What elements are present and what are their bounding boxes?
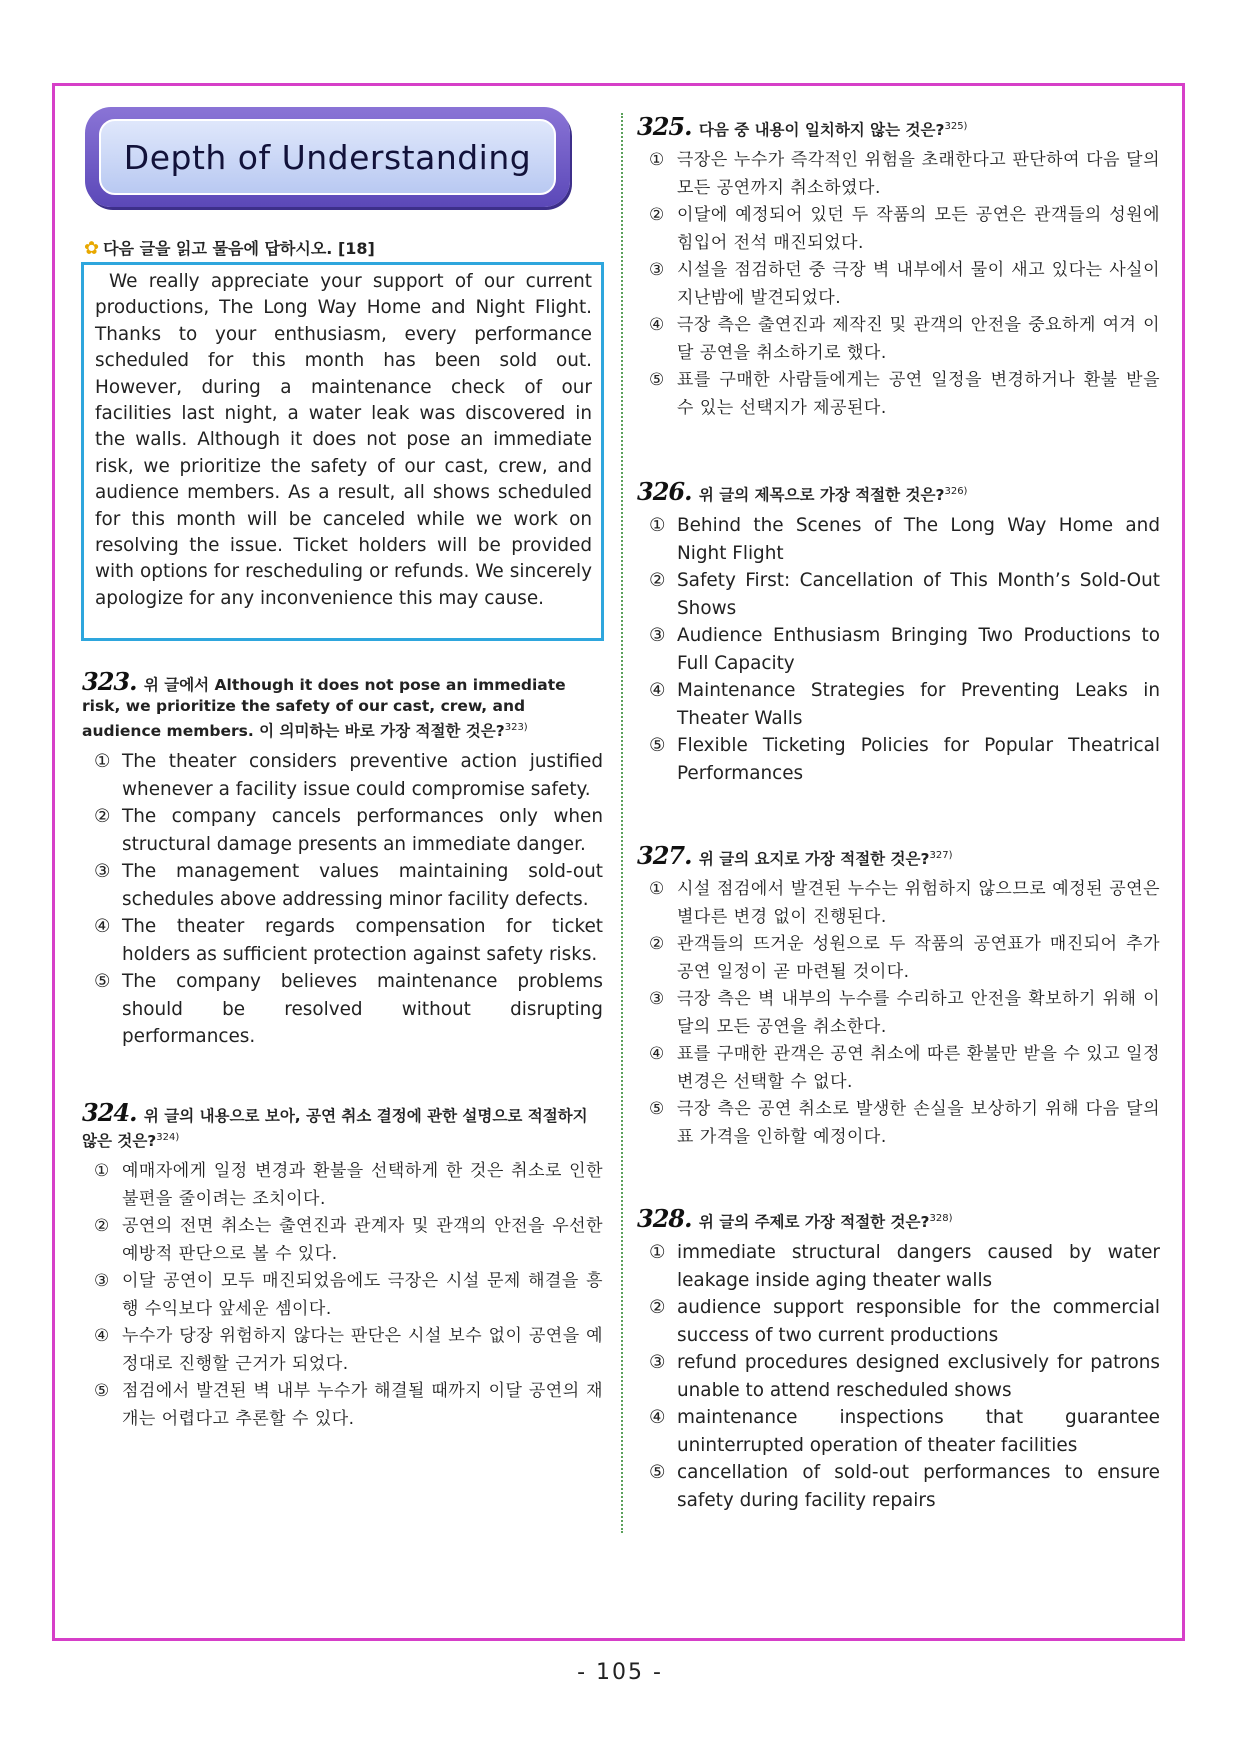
option-marker: ③ [649,625,666,647]
option[interactable] [637,677,1160,732]
option-text: 극장 측은 공연 취소로 발생한 손실을 보상하기 위해 다음 달의 표 가격을 인하할 예정이다. [677,1099,1160,1147]
option[interactable] [637,986,1160,1041]
question-prompt: 위 글의 제목으로 가장 적절한 것은? [698,486,945,505]
question-header [637,112,1160,142]
option-marker: ⑤ [649,1462,666,1484]
option-marker: ③ [649,1352,666,1374]
footnote-ref: 327) [929,850,953,861]
option-text: 예매자에게 일정 변경과 환불을 선택하게 한 것은 취소로 인한 불편을 줄이려는 조치이다. [122,1161,603,1209]
option-text: Safety First: Cancellation of This Month’s Sold-Out Shows [677,570,1160,619]
instruction-text: 다음 글을 읽고 물음에 답하시오. [18] [103,239,375,258]
option-text: 시설 점검에서 발견된 누수는 위험하지 않으므로 예정된 공연은 별다른 변경 없이 진행된다. [677,879,1160,927]
option-text: The company believes maintenance problems should be resolved without disrupting performances. [122,971,603,1048]
option-marker: ③ [94,1271,110,1292]
option[interactable] [637,1459,1160,1514]
option-marker: ② [649,934,665,955]
option[interactable] [82,1213,603,1268]
option-text: 점검에서 발견된 벽 내부 누수가 해결될 때까지 이달 공연의 재개는 어렵다고 추론할 수 있다. [122,1381,603,1429]
option-marker: ⑤ [94,1381,110,1402]
option-text: Flexible Ticketing Policies for Popular Theatrical Performances [677,735,1160,784]
option-text: 시설을 점검하던 중 극장 벽 내부에서 물이 새고 있다는 사실이 지난밤에 발견되었다. [677,260,1160,308]
option-text: Behind the Scenes of The Long Way Home and Night Flight [677,515,1160,564]
option[interactable] [637,1239,1160,1294]
question-prompt: 위 글에서 Although it does not pose an immediate risk, we prioritize the safety of our cast, crew, and audience members. 이 의미하는 바로 가장 적절한 것은? [82,676,566,741]
option-marker: ③ [649,989,665,1010]
flower-icon: ✿ [84,238,100,259]
option-marker: ④ [649,1044,665,1065]
option[interactable] [637,147,1160,202]
option[interactable] [637,567,1160,622]
question-prompt: 위 글의 요지로 가장 적절한 것은? [698,850,930,869]
question-prompt: 위 글의 주제로 가장 적절한 것은? [698,1213,930,1232]
option[interactable] [82,968,603,1051]
option[interactable] [637,312,1160,367]
option[interactable] [82,858,603,913]
option-text: 관객들의 뜨거운 성원으로 두 작품의 공연표가 매진되어 추가 공연 일정이 곧 마련될 것이다. [677,934,1160,982]
option[interactable] [637,876,1160,931]
question-325 [637,112,1160,422]
page-number: - 105 - [577,1660,663,1685]
option-marker: ④ [649,1407,666,1429]
question-header [637,1204,1160,1234]
option[interactable] [637,257,1160,312]
section-banner-inner [99,119,556,195]
option-text: The theater regards compensation for ticket holders as sufficient protection against safety risks. [122,916,603,965]
footnote-ref: 324) [156,1132,180,1143]
option[interactable] [637,1294,1160,1349]
option-text: The management values maintaining sold-out schedules above addressing minor facility defects. [122,861,603,910]
option-text: 이달에 예정되어 있던 두 작품의 모든 공연은 관객들의 성원에 힘입어 전석 매진되었다. [677,205,1160,253]
option[interactable] [82,803,603,858]
question-number: 323. [82,667,137,696]
column-divider [621,113,623,1533]
option-list [82,1158,603,1433]
option-marker: ④ [94,1326,110,1347]
question-header [637,841,1160,871]
option-marker: ⑤ [649,370,665,391]
option-text: 극장 측은 출연진과 제작진 및 관객의 안전을 중요하게 여겨 이달 공연을 취소하기로 했다. [677,315,1160,363]
question-326 [637,477,1160,787]
option-text: immediate structural dangers caused by water leakage inside aging theater walls [677,1242,1160,1291]
option-marker: ③ [94,861,111,883]
option-text: 표를 구매한 관객은 공연 취소에 따른 환불만 받을 수 있고 일정 변경은 선택할 수 없다. [677,1044,1160,1092]
option-text: maintenance inspections that guarantee uninterrupted operation of theater facilities [677,1407,1160,1456]
question-328 [637,1204,1160,1514]
section-title: Depth of Understanding [123,137,532,177]
option-marker: ② [649,570,666,592]
option[interactable] [82,913,603,968]
option-text: 누수가 당장 위험하지 않다는 판단은 시설 보수 없이 공연을 예정대로 진행할 근거가 되었다. [122,1326,603,1374]
option-marker: ⑤ [94,971,111,993]
question-number: 324. [82,1098,137,1127]
option-text: Audience Enthusiasm Bringing Two Productions to Full Capacity [677,625,1160,674]
option-list [637,147,1160,422]
option-list [637,1239,1160,1514]
option[interactable] [637,1096,1160,1151]
option[interactable] [82,1268,603,1323]
option-list [637,876,1160,1151]
question-prompt: 위 글의 내용으로 보아, 공연 취소 결정에 관한 설명으로 적절하지 않은 것은? [82,1107,588,1151]
option-marker: ② [649,205,665,226]
option-text: The theater considers preventive action justified whenever a facility issue could compromise safety. [122,751,603,800]
question-324 [82,1098,603,1433]
option-text: 극장 측은 벽 내부의 누수를 수리하고 안전을 확보하기 위해 이달의 모든 공연을 취소한다. [677,989,1160,1037]
option-text: 극장은 누수가 즉각적인 위험을 초래한다고 판단하여 다음 달의 모든 공연까지 취소하였다. [677,150,1160,198]
option[interactable] [637,1349,1160,1404]
question-323 [82,667,603,1051]
option[interactable] [637,1404,1160,1459]
section-banner [85,107,570,207]
option[interactable] [82,1323,603,1378]
footnote-ref: 326) [944,486,968,497]
option-marker: ① [94,751,111,773]
option[interactable] [637,1041,1160,1096]
option[interactable] [82,1158,603,1213]
option-text: 표를 구매한 사람들에게는 공연 일정을 변경하거나 환불 받을 수 있는 선택지가 제공된다. [677,370,1160,418]
option-marker: ① [649,879,665,900]
question-header [82,667,603,742]
option-marker: ④ [94,916,111,938]
option-marker: ⑤ [649,735,666,757]
option[interactable] [82,748,603,803]
question-header [82,1098,603,1152]
option-marker: ③ [649,260,665,281]
footnote-ref: 328) [929,1213,953,1224]
question-header [637,477,1160,507]
option-marker: ② [94,806,111,828]
option[interactable] [637,622,1160,677]
option[interactable] [637,202,1160,257]
option[interactable] [637,732,1160,787]
option-marker: ① [649,150,665,171]
question-prompt: 다음 중 내용이 일치하지 않는 것은? [698,121,945,140]
option[interactable] [637,367,1160,422]
option[interactable] [637,512,1160,567]
option[interactable] [637,931,1160,986]
option-marker: ② [649,1297,666,1319]
option-marker: ⑤ [649,1099,665,1120]
option-text: Maintenance Strategies for Preventing Leaks in Theater Walls [677,680,1160,729]
question-number: 328. [637,1204,692,1234]
option-marker: ① [94,1161,110,1182]
question-number: 325. [637,112,692,142]
question-327 [637,841,1160,1151]
option-text: refund procedures designed exclusively for patrons unable to attend rescheduled shows [677,1352,1160,1401]
option-marker: ① [649,515,666,537]
option-marker: ② [94,1216,110,1237]
option-text: The company cancels performances only when structural damage presents an immediate danger. [122,806,603,855]
option-text: audience support responsible for the commercial success of two current productions [677,1297,1160,1346]
footnote-ref: 325) [944,121,968,132]
option-text: 공연의 전면 취소는 출연진과 관계자 및 관객의 안전을 우선한 예방적 판단으로 볼 수 있다. [122,1216,603,1264]
reading-passage [81,262,604,641]
option-list [637,512,1160,787]
option-text: cancellation of sold-out performances to ensure safety during facility repairs [677,1462,1160,1511]
option-text: 이달 공연이 모두 매진되었음에도 극장은 시설 문제 해결을 흥행 수익보다 앞세운 셈이다. [122,1271,603,1319]
option-marker: ① [649,1242,666,1264]
instruction [84,236,375,259]
option-marker: ④ [649,315,665,336]
option-marker: ④ [649,680,666,702]
question-number: 326. [637,477,692,507]
footnote-ref: 323) [504,722,528,733]
question-number: 327. [637,841,692,871]
option-list [82,748,603,1051]
option[interactable] [82,1378,603,1433]
passage-text: We really appreciate your support of our current productions, The Long Way Home and Night Flight. Thanks to your enthusiasm, every performance scheduled for this month has been sold out. However, during a maintenance check of our facilities last night, a water leak was discovered in the walls. Although it does not pose an immediate risk, we prioritize the safety of our cast, crew, and audience members. As a result, all shows scheduled for this month will be canceled while we work on resolving the issue. Ticket holders will be provided with options for rescheduling or refunds. We sincerely apologize for any inconvenience this may cause. [95,271,592,609]
